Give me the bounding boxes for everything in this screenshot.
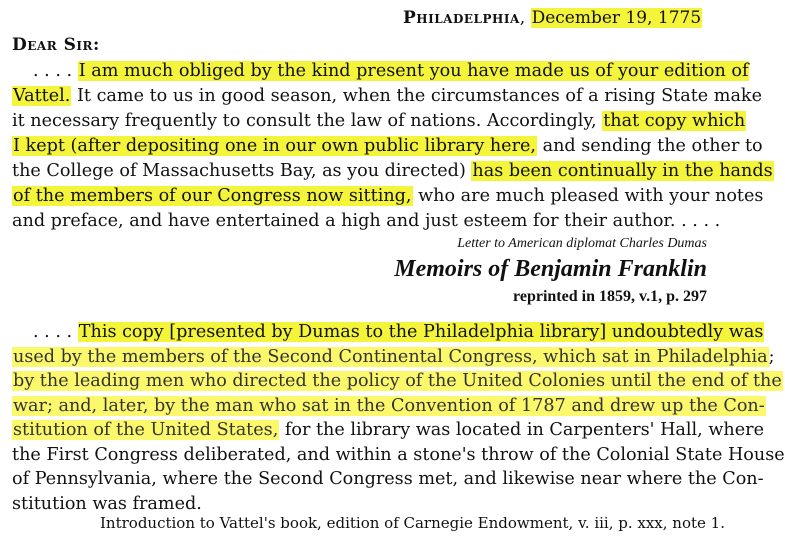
line-text: and preface, and have entertained a high and just esteem for their author. . . . . bbox=[12, 211, 721, 231]
letter-place: Philadelphia bbox=[403, 8, 520, 28]
highlighted-text: that copy which bbox=[603, 111, 746, 131]
highlighted-text: has been continually in the hands bbox=[472, 161, 773, 181]
highlighted-text: Vattel. bbox=[13, 86, 71, 106]
line-text: . . . . bbox=[33, 322, 78, 342]
text-line bbox=[12, 210, 720, 232]
text-line bbox=[12, 346, 775, 368]
text-line bbox=[12, 85, 762, 107]
highlighted-text: I am much obliged by the kind present you have made us of your edition of bbox=[78, 61, 749, 81]
text-line bbox=[12, 135, 763, 157]
text-line bbox=[12, 110, 746, 132]
text-line bbox=[12, 370, 783, 392]
highlighted-text: stitution of the United States, bbox=[13, 420, 279, 440]
attribution-note: Letter to American diplomat Charles Dumas bbox=[457, 236, 707, 251]
highlighted-text: This copy [presented by Dumas to the Philadelphia library] undoubtedly was bbox=[78, 322, 764, 342]
line-text: it necessary frequently to consult the law of nations. Accordingly, bbox=[12, 111, 603, 131]
line-text: who are much pleased with your notes bbox=[412, 186, 764, 206]
attribution-book-title: Memoirs of Benjamin Franklin bbox=[394, 256, 707, 282]
intro-citation: Introduction to Vattel's book, edition of Carnegie Endowment, v. iii, p. xxx, note 1. bbox=[100, 514, 725, 532]
highlighted-text: I kept (after depositing one in our own public library here, bbox=[13, 136, 537, 156]
line-text: the First Congress deliberated, and within a stone's throw of the Colonial State House bbox=[12, 444, 785, 465]
attribution-reprint: reprinted in 1859, v.1, p. 297 bbox=[513, 288, 707, 305]
text-line bbox=[12, 395, 766, 417]
letter-date: December 19, 1775 bbox=[531, 8, 702, 28]
line-text: and sending the other to bbox=[537, 136, 763, 156]
line-text: of Pennsylvania, where the Second Congress met, and likewise near where the Con- bbox=[12, 469, 764, 489]
text-line bbox=[12, 444, 785, 466]
letter-dateline: Philadelphia, December 19, 1775 bbox=[403, 8, 702, 28]
line-text: stitution was framed. bbox=[12, 493, 202, 514]
line-text: It came to us in good season, when the circumstances of a rising State make bbox=[71, 86, 763, 106]
text-line bbox=[33, 321, 764, 343]
text-line bbox=[12, 160, 774, 182]
highlighted-text: war; and, later, by the man who sat in the Convention of 1787 and drew up the Con- bbox=[13, 395, 765, 416]
highlighted-text: by the leading men who directed the policy of the United Colonies until the end of the bbox=[13, 371, 782, 391]
text-line bbox=[12, 185, 763, 207]
highlighted-text: of the members of our Congress now sitting, bbox=[13, 186, 412, 206]
highlighted-text: used by the members of the Second Continental Congress, which sat in Philadelphia bbox=[13, 346, 768, 367]
text-line bbox=[33, 60, 749, 82]
text-line bbox=[12, 468, 764, 490]
letter-salutation: Dear Sir: bbox=[12, 35, 100, 55]
line-text: the College of Massachusetts Bay, as you directed) bbox=[12, 161, 472, 181]
line-text: for the library was located in Carpenters' Hall, where bbox=[279, 420, 764, 440]
line-text: ; bbox=[768, 346, 775, 367]
line-text: . . . . bbox=[33, 61, 78, 81]
text-line bbox=[12, 419, 764, 441]
